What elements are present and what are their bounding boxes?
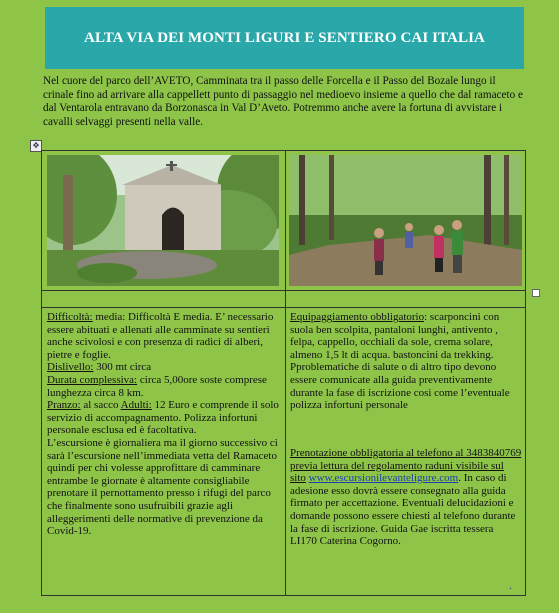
elevation-line: Dislivello: 300 mt circa — [47, 361, 152, 374]
details-cell — [47, 311, 280, 538]
intro-paragraph: Nel cuore del parco dell’AVETO, Camminata tra il passo delle Forcella e il Passo del Bozale lungo il crinale fino ad arrivare alla cappellett punto di passaggio nel medioevo insieme a quello che dal ramaceto e dal Ventarola entravano da Borzonasca in Val D’Aveto. Potremmo anche avere la fortuna di avvistare i cavalli selvaggi presenti nella valle. — [43, 75, 523, 128]
difficulty-line: Difficoltà: media: Difficoltà E media. E’ necessario essere abituati e allenati alle camminate su sentieri anche scivolosi e con presenza di radici di alberi, pietre e foglie. — [47, 311, 274, 361]
table-move-handle-icon[interactable]: ✥ — [30, 140, 42, 152]
booking-text: . In caso di adesione esso dovrà essere consegnato alla guida firmato per accettazione. Eventuali delucidazioni e domande possono essere chiesti al telefono durante la fase di iscrizione. Guida Gae iscritta tessera LI170 Caterina Cogorno. — [290, 472, 516, 548]
page-title: ALTA VIA DEI MONTI LIGURI E SENTIERO CAI ITALIA — [84, 29, 485, 46]
overnight-note: L’escursione è giornaliera ma il giorno successivo ci sarà l’escursione nell’immediata vetta del Ramaceto quindi per chi volesse approfittare di camminare entrambe le giornate è altamente consigliabile prenotare il pernottamento presso i rifugi del parco che finalmente sono usufruibili grazie agli alleggerimenti delle normative di prevenzione da Covid-19. — [47, 436, 278, 538]
cursor-dot: . — [509, 578, 512, 592]
hikers-image — [289, 155, 522, 286]
booking-cell — [290, 447, 522, 548]
duration-line: Durata complessiva: circa 5,00ore soste comprese lunghezza circa 8 km. — [47, 373, 267, 399]
booking-label: Prenotazione obbligatoria al telefono al 3483840769 previa lettura del regolamento raduni visibile sul sito — [290, 447, 522, 485]
resize-handle[interactable] — [532, 289, 540, 297]
hikers-photo — [289, 155, 522, 286]
website-link[interactable]: www.escursionilevanteligure.com — [308, 472, 459, 485]
chapel-image — [47, 155, 279, 286]
chapel-photo — [47, 155, 279, 286]
health-note: Pproblematiche di salute o di altro tipo devono essere comunicate alla guida preventivamente durante la fase di iscrizione così come l’eventuale polizza infortuni personale — [290, 361, 510, 412]
equipment-cell — [290, 311, 522, 412]
info-table — [41, 150, 526, 596]
lunch-line: Pranzo: al sacco Adulti: 12 Euro e comprende il solo servizio di accompagnamento. Polizza infortuni personale esclusa ed è facoltativa. — [47, 399, 279, 437]
equipment-line: Equipaggiamento obbligatorio: scarponcini con suola ben scolpita, pantaloni lunghi, antivento , felpa, cappello, occhiali da sole, crema solare, almeno 1,5 lt di acqua. bastoncini da trekking. — [290, 311, 500, 361]
title-banner — [45, 7, 524, 69]
